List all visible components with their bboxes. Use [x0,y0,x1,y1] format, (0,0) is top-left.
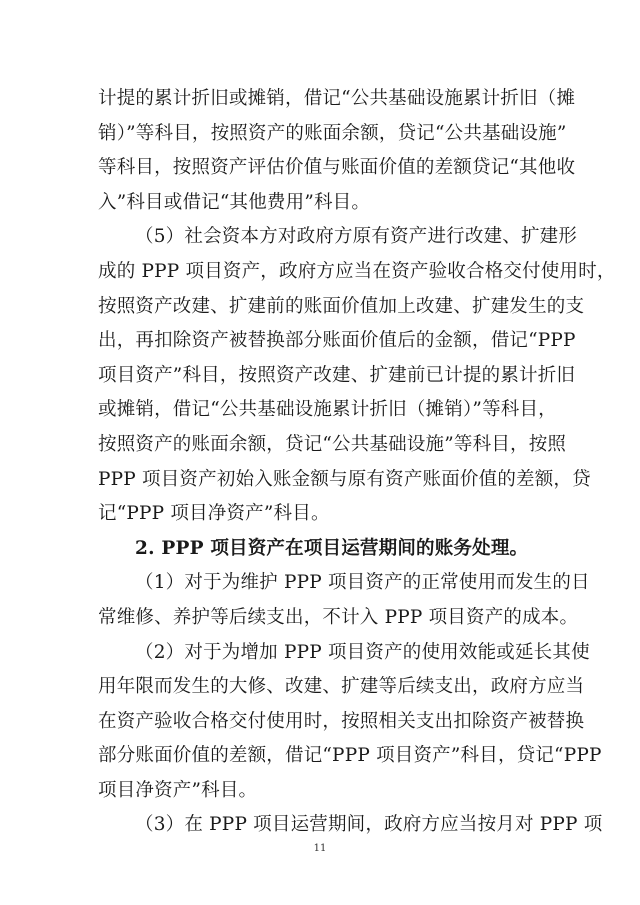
text-line: （1）对于为维护 PPP 项目资产的正常使用而发生的日 [135,572,590,594]
text-line: 部分账面价值的差额，借记“PPP 项目资产”科目，贷记“PPP [98,745,602,767]
text-line: （2）对于为增加 PPP 项目资产的使用效能或延长其使 [135,641,590,663]
text-line: 项目资产”科目，按照资产改建、扩建前已计提的累计折旧 [98,364,576,386]
text-line: 用年限而发生的大修、改建、扩建等后续支出，政府方应当 [98,676,585,698]
text-line: 常维修、养护等后续支出，不计入 PPP 项目资产的成本。 [98,606,579,628]
text-line: 出，再扣除资产被替换部分账面价值后的金额，借记“PPP [98,330,576,352]
text-line: （3）在 PPP 项目运营期间，政府方应当按月对 PPP 项 [135,814,603,836]
text-line: 入”科目或借记“其他费用”科目。 [98,191,371,213]
text-line: 记“PPP 项目净资产”科目。 [98,503,330,525]
text-line: PPP 项目资产初始入账金额与原有资产账面价值的差额，贷 [98,468,591,490]
text-line: 在资产验收合格交付使用时，按照相关支出扣除资产被替换 [98,710,585,732]
text-line: 销）”等科目，按照资产的账面余额，贷记“公共基础设施” [98,122,567,144]
page-number: 11 [313,843,327,854]
body-text [98,82,616,843]
text-line: 或摊销，借记“公共基础设施累计折旧（摊销）”等科目， [98,399,557,421]
text-line: 计提的累计折旧或摊销，借记“公共基础设施累计折旧（摊 [98,88,576,109]
text-line: 按照资产改建、扩建前的账面价值加上改建、扩建发生的支 [98,295,585,317]
text-line: （5）社会资本方对政府方原有资产进行改建、扩建形 [135,226,578,248]
text-line: 等科目，按照资产评估价值与账面价值的差额贷记“其他收 [98,157,576,179]
section-heading: 2. PPP 项目资产在项目运营期间的账务处理。 [135,537,529,559]
text-line: 按照资产的账面余额，贷记“公共基础设施”等科目，按照 [98,433,567,455]
text-line: 成的 PPP 项目资产，政府方应当在资产验收合格交付使用时， [98,260,616,282]
text-line: 项目净资产”科目。 [98,779,258,801]
